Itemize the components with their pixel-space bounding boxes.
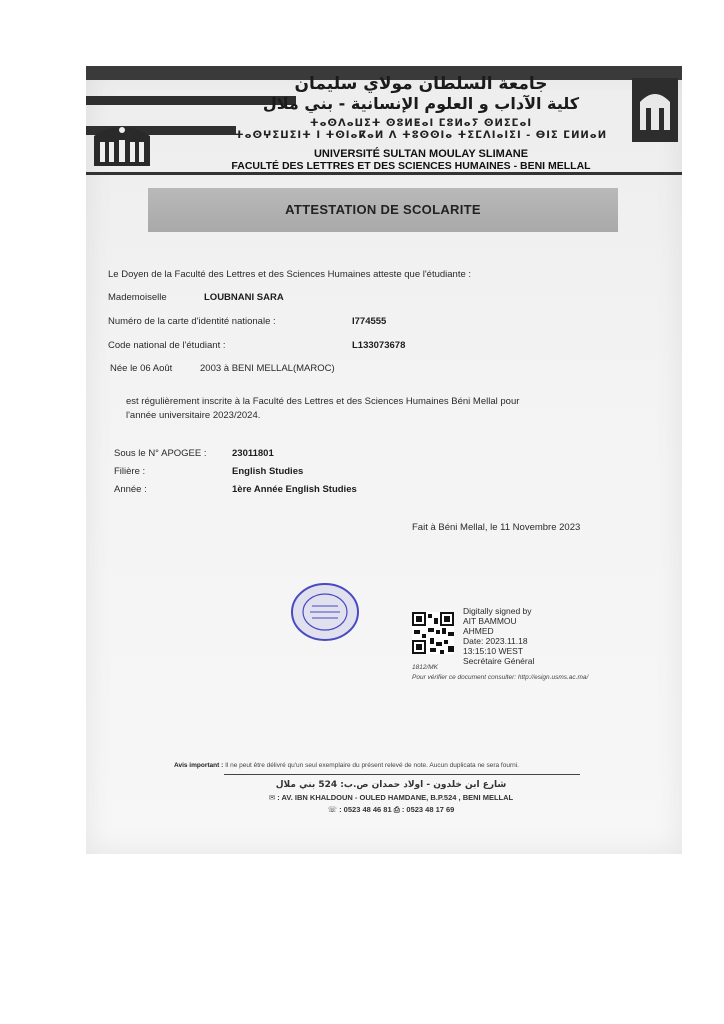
title-banner [148, 188, 618, 232]
footer-address-french: ✉ : AV. IBN KHALDOUN - OULED HAMDANE, B.P.524 , BENI MELLAL [268, 793, 514, 802]
field-label-title: Mademoiselle [108, 292, 167, 303]
french-faculty-name: FACULTÉ DES LETTRES ET DES SCIENCES HUMAINES - BENI MELLAL [231, 160, 591, 172]
signature-line1: Digitally signed by [463, 606, 532, 616]
detail-label-annee: Année : [114, 484, 147, 495]
university-stamp-icon [290, 582, 360, 642]
filiere-value: English Studies [232, 466, 304, 477]
arabic-university-name: جامعة السلطان مولاي سليمان [294, 74, 548, 94]
enrollment-text-line2: l'année universitaire 2023/2024. [126, 410, 261, 421]
tifinagh-university-name: ⵜⴰⵙⴷⴰⵡⵉⵜ ⵙⵓⵍⵟⴰⵏ ⵎⵓⵍⴰⵢ ⵙⵍⵉⵎⴰⵏ [309, 118, 533, 129]
cin-number: I774555 [352, 316, 387, 327]
annee-value: 1ère Année English Studies [232, 484, 357, 495]
place-and-date: Fait à Béni Mellal, le 11 Novembre 2023 [412, 522, 581, 533]
enrollment-text-line1: est régulièrement inscrite à la Faculté des Lettres et des Sciences Humaines Béni Mellal pour [126, 396, 520, 407]
field-label-cin: Numéro de la carte d'identité nationale : [108, 316, 276, 327]
footer-divider [224, 774, 580, 775]
footer-notice [174, 762, 519, 769]
verification-note: Pour vérifier ce document consulter: http://esign.usms.ac.ma/ [412, 674, 589, 681]
detail-label-apogee: Sous le N° APOGEE : [114, 448, 207, 459]
footer-address-arabic: شارع ابن خلدون - اولاد حمدان ص.ب: 524 بني ملال [275, 780, 507, 790]
birth-date-place: 2003 à BENI MELLAL(MAROC) [200, 363, 335, 374]
university-logo-left [92, 118, 152, 168]
signature-time: 13:15:10 WEST [463, 646, 524, 656]
footer-phones: ☏ : 0523 48 46 81 ⎙ : 0523 48 17 69 [327, 805, 455, 814]
field-label-birth: Née le 06 Août [110, 363, 173, 374]
student-name: LOUBNANI SARA [204, 292, 284, 303]
document-title: ATTESTATION DE SCOLARITE [285, 202, 481, 217]
arabic-faculty-name: كلية الآداب و العلوم الإنسانية - بني ملال [262, 94, 580, 113]
signature-line2: AIT BAMMOU [463, 616, 517, 626]
signature-role: Secrétaire Général [463, 656, 535, 666]
header-divider [86, 172, 682, 175]
intro-text: Le Doyen de la Faculté des Lettres et des Sciences Humaines atteste que l'étudiante : [108, 269, 472, 280]
faculty-logo-right [632, 78, 678, 142]
tifinagh-faculty-name: ⵜⴰⵙⵖⵉⵡⵉⵏⵜ ⵏ ⵜⵙⵏⴰⴽⴰⵍ ⴷ ⵜⵓⵙⵙⵏⴰ ⵜⵉⵎⴷⵏⴰⵏⵉⵏ - ⴱⵏⵉ ⵎⵍⵍⴰⵍ [234, 130, 608, 141]
qr-code-icon [412, 612, 454, 654]
reference-number: 1812/MK [412, 664, 439, 671]
signature-date: Date: 2023.11.18 [463, 636, 528, 646]
attestation-document [86, 66, 682, 854]
signature-line3: AHMED [463, 626, 494, 636]
french-university-name: UNIVERSITÉ SULTAN MOULAY SLIMANE [313, 148, 529, 160]
notice-text: Il ne peut être délivré qu'un seul exemplaire du présent relevé de note. Aucun duplicata ne sera fourni. [225, 762, 519, 769]
student-code: L133073678 [352, 340, 406, 351]
notice-label: Avis important : [174, 762, 224, 769]
apogee-number: 23011801 [232, 448, 274, 459]
detail-label-filiere: Filière : [114, 466, 146, 477]
field-label-student-code: Code national de l'étudiant : [108, 340, 226, 351]
